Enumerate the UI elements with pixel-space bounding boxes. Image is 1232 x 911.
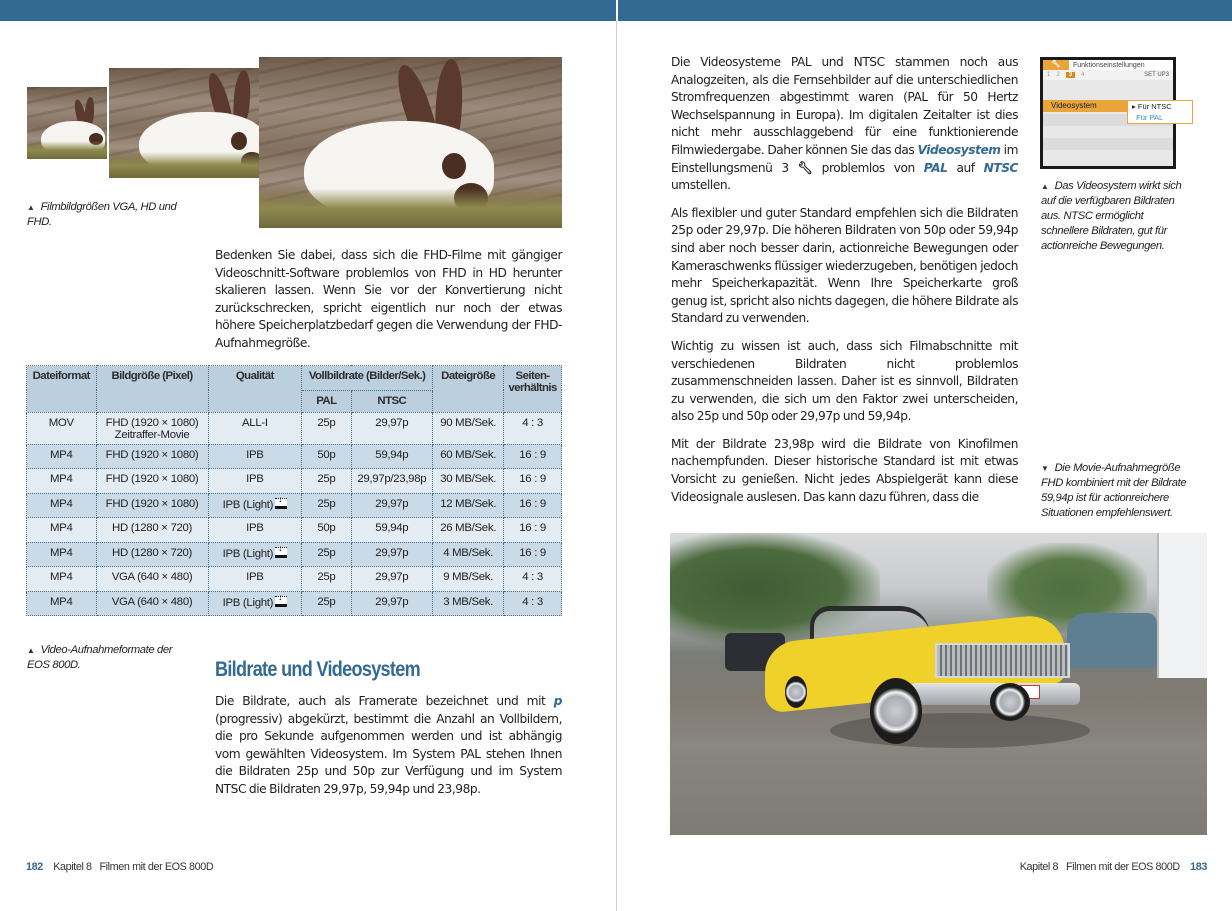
section-heading: Bildrate und Videosystem	[215, 658, 420, 681]
cell-text: 29,97p	[375, 595, 409, 608]
camera-tab: 1	[1047, 72, 1051, 78]
cell-format	[27, 567, 97, 592]
cell-text: 4 : 3	[522, 595, 543, 608]
cell-text: FHD (1920 × 1080)	[105, 448, 199, 461]
cell-filesize	[433, 591, 504, 616]
right-column-text	[671, 54, 1018, 514]
footer-chapter-title: Filmen mit der EOS 800D	[1065, 861, 1180, 873]
table-row	[27, 567, 562, 592]
cell-text: 9 MB/Sek.	[443, 571, 494, 583]
cell-text: 16 : 9	[519, 546, 546, 559]
cell-text: 90 MB/Sek.	[440, 416, 497, 429]
photo-shadow	[830, 713, 1090, 748]
cell-text: MP4	[49, 448, 73, 461]
cell-size	[96, 493, 208, 518]
option-ntsc: ▸ Für NTSC	[1132, 102, 1172, 111]
cell-text: 16 : 9	[519, 522, 546, 534]
cell-pal	[302, 542, 351, 567]
highlight-videosystem: Videosystem	[917, 142, 1001, 157]
cell-text: 16 : 9	[519, 473, 546, 485]
cell-ntsc	[351, 518, 432, 543]
intro-paragraph	[215, 247, 562, 361]
table-row	[27, 518, 562, 543]
text-span: umstellen.	[671, 178, 731, 193]
footer-left	[26, 861, 213, 873]
header-bar-right	[618, 0, 1232, 21]
highlight-ntsc: NTSC	[983, 160, 1019, 175]
text-span: (progressiv) abgekürzt, bestimmt die Anzahl an Vollbildern, die pro Sekunde aufgenommen werden und ist abhängig vom gewählten Videosystem. Im System PAL stehen Ihnen die Bildraten 25p und 50p zur Verfügung und im System NTSC die Bildraten 29,97p, 59,94p und 23,98p.	[215, 711, 562, 796]
camera-caption	[1041, 179, 1191, 254]
header-quality: Qualität	[208, 366, 302, 413]
cell-quality	[208, 444, 302, 469]
camera-tab: 4	[1081, 72, 1085, 78]
menu-row-empty	[1043, 138, 1173, 150]
table-row	[27, 412, 562, 444]
caption-text: Video-Aufnahmeformate der EOS 800D.	[27, 644, 173, 671]
light-quality-icon	[275, 498, 287, 509]
cell-pal	[302, 591, 351, 616]
cell-text: 29,97p	[375, 571, 409, 583]
camera-tab: 2	[1056, 72, 1060, 78]
cell-text: 25p	[317, 571, 336, 583]
page-gutter	[616, 21, 617, 911]
cell-aspect	[504, 591, 562, 616]
light-quality-icon	[275, 547, 287, 558]
cell-filesize	[433, 518, 504, 543]
caption-text: Das Videosystem wirkt sich auf die verfügbaren Bildraten aus. NTSC ermöglicht schnellere Bildraten, gut für actionreiche Bewegungen.	[1041, 180, 1182, 252]
footer-chapter: Kapitel 8	[53, 861, 92, 873]
cell-text: MP4	[49, 595, 73, 608]
cell-text: IPB	[246, 448, 264, 461]
cell-text: IPB	[246, 571, 264, 583]
footer-chapter-title: Filmen mit der EOS 800D	[99, 861, 214, 873]
cell-text: 29,97p	[375, 546, 409, 559]
menu-options-popup	[1127, 100, 1193, 124]
table-body	[27, 412, 562, 616]
photo-wheel-right	[990, 683, 1030, 721]
cell-quality	[208, 567, 302, 592]
cell-format	[27, 518, 97, 543]
camera-menu-title: Funktionseinstellungen	[1073, 61, 1145, 69]
section-text	[215, 693, 562, 799]
caption-triangle-up-icon: ▲	[1041, 182, 1049, 191]
cell-text: 25p	[317, 473, 336, 485]
cell-ntsc	[351, 567, 432, 592]
option-label: Für NTSC	[1137, 102, 1172, 111]
cell-text: 16 : 9	[519, 497, 546, 510]
photo-truck	[1157, 533, 1207, 678]
cell-format	[27, 412, 97, 444]
cell-quality	[208, 518, 302, 543]
header-pal: PAL	[302, 390, 351, 412]
table-row	[27, 591, 562, 616]
cell-size	[96, 469, 208, 494]
paragraph-standard: Als flexibler und guter Standard empfehlen sich die Bildraten 25p oder 29,97p. Die höheren Bildraten von 50p oder 59,94p sind aber noch besser darin, actionreiche Bewegungen oder Kameraschwenks flüssiger wiederzugeben, benötigen jedoch mehr Speicherkapazität. Wenn Ihre Speicherkarte groß genug ist, spricht also nichts dagegen, die höhere Bildrate als Standard zu verwenden.	[671, 205, 1018, 326]
header-format: Dateiformat	[27, 366, 97, 413]
cell-text: 30 MB/Sek.	[440, 473, 497, 485]
cell-text: 4 : 3	[522, 571, 543, 583]
footer-right	[1020, 861, 1207, 873]
cell-text: MP4	[49, 571, 73, 583]
cell-format	[27, 591, 97, 616]
cell-filesize	[433, 542, 504, 567]
cell-text: 25p	[317, 595, 336, 608]
cell-size	[96, 518, 208, 543]
cell-ntsc	[351, 412, 432, 444]
cell-text: 4 MB/Sek.	[443, 546, 494, 559]
cell-size	[96, 567, 208, 592]
caption-text: Filmbildgrößen VGA, HD und FHD.	[27, 201, 177, 228]
highlight-p: p	[553, 694, 562, 708]
wrench-icon: 🔧︎	[1043, 60, 1069, 70]
cell-quality	[208, 591, 302, 616]
cell-aspect	[504, 412, 562, 444]
cell-aspect	[504, 469, 562, 494]
footer-chapter: Kapitel 8	[1019, 861, 1059, 873]
cell-quality	[208, 412, 302, 444]
cell-text: MP4	[49, 522, 73, 534]
text-span: Die Videosysteme PAL und NTSC stammen noch aus Analogzeiten, als die Fernsehbilder auf die unterschiedlichen Stromfrequenzen abgestimmt waren (PAL für 50 Hertz Wechselspannung in Europa). Im digitalen Zeitalter ist dies nicht mehr ausschlaggebend für eine funktionierende Filmwiedergabe. Daher können Sie das das	[671, 55, 1018, 157]
cell-pal	[302, 493, 351, 518]
cell-filesize	[433, 469, 504, 494]
cell-text: IPB (Light)	[222, 498, 274, 511]
cell-ntsc	[351, 542, 432, 567]
table-row	[27, 493, 562, 518]
cell-text: 12 MB/Sek.	[440, 497, 497, 510]
cell-text: 16 : 9	[519, 448, 546, 461]
header-framerate: Vollbildrate (Bilder/Sek.)	[302, 366, 433, 391]
cell-size	[96, 412, 208, 444]
cell-text: IPB (Light)	[222, 547, 274, 560]
cell-text: 59,94p	[375, 522, 409, 534]
cell-text: FHD (1920 × 1080)	[105, 473, 199, 485]
paragraph-editing: Wichtig zu wissen ist auch, dass sich Filmabschnitte mit verschiedenen Bildraten nicht problemlos zusammenschneiden lassen. Daher ist es sinnvoll, Bildraten zu verwenden, die sich um den Faktor zwei unterscheiden, also 25p und 50p oder 29,97p und 59,94p.	[671, 338, 1018, 424]
cell-format	[27, 444, 97, 469]
caption-text: Die Movie-Aufnahmegröße FHD kombiniert mit der Bildrate 59,94p ist für actionreichere Situationen empfehlenswert.	[1041, 462, 1187, 519]
cell-text: VGA (640 × 480)	[111, 571, 193, 583]
table-caption	[27, 643, 187, 673]
cell-filesize	[433, 493, 504, 518]
cell-text: HD (1280 × 720)	[112, 546, 193, 559]
cell-aspect	[504, 518, 562, 543]
header-size: Bildgröße (Pixel)	[96, 366, 208, 413]
cell-size	[96, 444, 208, 469]
text-span: auf	[947, 160, 984, 175]
cell-size	[96, 591, 208, 616]
cell-text: 29,97p/23,98p	[357, 473, 427, 485]
cell-text: FHD (1920 × 1080)	[105, 416, 199, 429]
menu-item-label: Videosystem	[1051, 101, 1097, 110]
table-row	[27, 542, 562, 567]
intro-text: Bedenken Sie dabei, dass sich die FHD-Filme mit gängiger Videoschnitt-Software problemlos von FHD in HD herunter skalieren lassen. Wenn Sie vor der Konvertierung nicht zurückschrecken, spricht eigentlich nur noch der etwas höhere Speicherplatzbedarf gegen die Verwendung der FHD-Aufnahmegröße.	[215, 248, 562, 350]
option-label: Für PAL	[1136, 113, 1164, 122]
cell-size	[96, 542, 208, 567]
text-span: Die Bildrate, auch als Framerate bezeichnet und mit	[215, 694, 554, 708]
cell-aspect	[504, 567, 562, 592]
cell-note: Zeitraffer-Movie	[114, 428, 190, 441]
cell-pal	[302, 518, 351, 543]
cell-text: 25p	[317, 546, 336, 559]
cell-quality	[208, 542, 302, 567]
header-filesize: Dateigröße	[433, 366, 504, 413]
highlight-pal: PAL	[923, 160, 948, 175]
cell-aspect	[504, 493, 562, 518]
cell-text: 60 MB/Sek.	[440, 448, 497, 461]
cell-pal	[302, 469, 351, 494]
cell-aspect	[504, 542, 562, 567]
caption-triangle-up-icon: ▲	[27, 646, 35, 655]
light-quality-icon	[275, 596, 287, 607]
cell-pal	[302, 567, 351, 592]
cell-text: 4 : 3	[522, 416, 543, 429]
caption-triangle-down-icon: ▼	[1041, 464, 1049, 473]
cell-ntsc	[351, 469, 432, 494]
camera-menu-screenshot	[1040, 57, 1176, 169]
cell-text: IPB	[246, 522, 264, 534]
cell-text: MP4	[49, 497, 73, 510]
cell-format	[27, 469, 97, 494]
cell-filesize	[433, 412, 504, 444]
cell-aspect	[504, 444, 562, 469]
cell-text: ALL-I	[242, 416, 268, 429]
text-span: im Einstellungsmenü 3	[671, 142, 1018, 175]
photo-wheel-rear	[785, 676, 807, 708]
cell-text: IPB (Light)	[222, 596, 274, 609]
cell-text: 29,97p	[375, 497, 409, 510]
page-number: 183	[1190, 861, 1207, 873]
cell-filesize	[433, 567, 504, 592]
video-format-table	[26, 365, 562, 616]
header-aspect: Seiten-verhältnis	[504, 366, 562, 413]
cell-ntsc	[351, 493, 432, 518]
cell-quality	[208, 469, 302, 494]
cell-text: 3 MB/Sek.	[443, 595, 494, 608]
cell-filesize	[433, 444, 504, 469]
photo-wheel-front	[870, 678, 922, 744]
page-number: 182	[26, 861, 43, 873]
cell-text: 26 MB/Sek.	[440, 522, 497, 534]
cell-text: 50p	[317, 522, 336, 534]
header-bar-left	[0, 0, 616, 21]
wrench-icon: 🔧︎	[797, 160, 813, 175]
cell-text: 25p	[317, 416, 336, 429]
table-row	[27, 469, 562, 494]
cell-format	[27, 542, 97, 567]
camera-tab-active: 3	[1066, 72, 1075, 78]
cell-pal	[302, 412, 351, 444]
paragraph-cinema: Mit der Bildrate 23,98p wird die Bildrate von Kinofilmen nachempfunden. Dieser historische Standard ist mit etwas Vorsicht zu genießen. Nicht jedes Abspielgerät kann diese Videosignale auslesen. Das kann dazu führen, dass die	[671, 436, 1018, 504]
photo-car-grille	[935, 643, 1070, 678]
cell-text: 25p	[317, 497, 336, 510]
camera-setup-label: SET UP3	[1144, 72, 1169, 78]
bunny-photo-fhd	[259, 57, 562, 228]
cell-format	[27, 493, 97, 518]
paragraph-videosystems	[671, 54, 1018, 195]
camera-tab-numbers	[1043, 70, 1173, 80]
cell-text: VGA (640 × 480)	[111, 595, 193, 608]
car-photo-caption	[1041, 461, 1191, 521]
cell-text: MP4	[49, 473, 73, 485]
bunny-photo-caption	[27, 200, 177, 230]
header-ntsc: NTSC	[351, 390, 432, 412]
camera-screen	[1043, 60, 1173, 166]
cell-text: FHD (1920 × 1080)	[105, 497, 199, 510]
cell-text: MOV	[48, 416, 74, 429]
cell-pal	[302, 444, 351, 469]
cell-quality	[208, 493, 302, 518]
cell-text: 59,94p	[375, 448, 409, 461]
cell-ntsc	[351, 444, 432, 469]
option-pal	[1128, 112, 1192, 123]
cell-text: 29,97p	[375, 416, 409, 429]
cell-text: HD (1280 × 720)	[112, 522, 193, 534]
car-photo	[670, 533, 1207, 835]
cell-ntsc	[351, 591, 432, 616]
text-span: problemlos von	[812, 160, 924, 175]
section-paragraph	[215, 693, 562, 807]
table-row	[27, 444, 562, 469]
cell-text: MP4	[49, 546, 73, 559]
caption-triangle-up-icon: ▲	[27, 203, 35, 212]
cell-text: 50p	[317, 448, 336, 461]
camera-tabbar	[1043, 60, 1173, 70]
photo-blue-car	[1067, 613, 1157, 668]
cell-text: IPB	[246, 473, 264, 485]
